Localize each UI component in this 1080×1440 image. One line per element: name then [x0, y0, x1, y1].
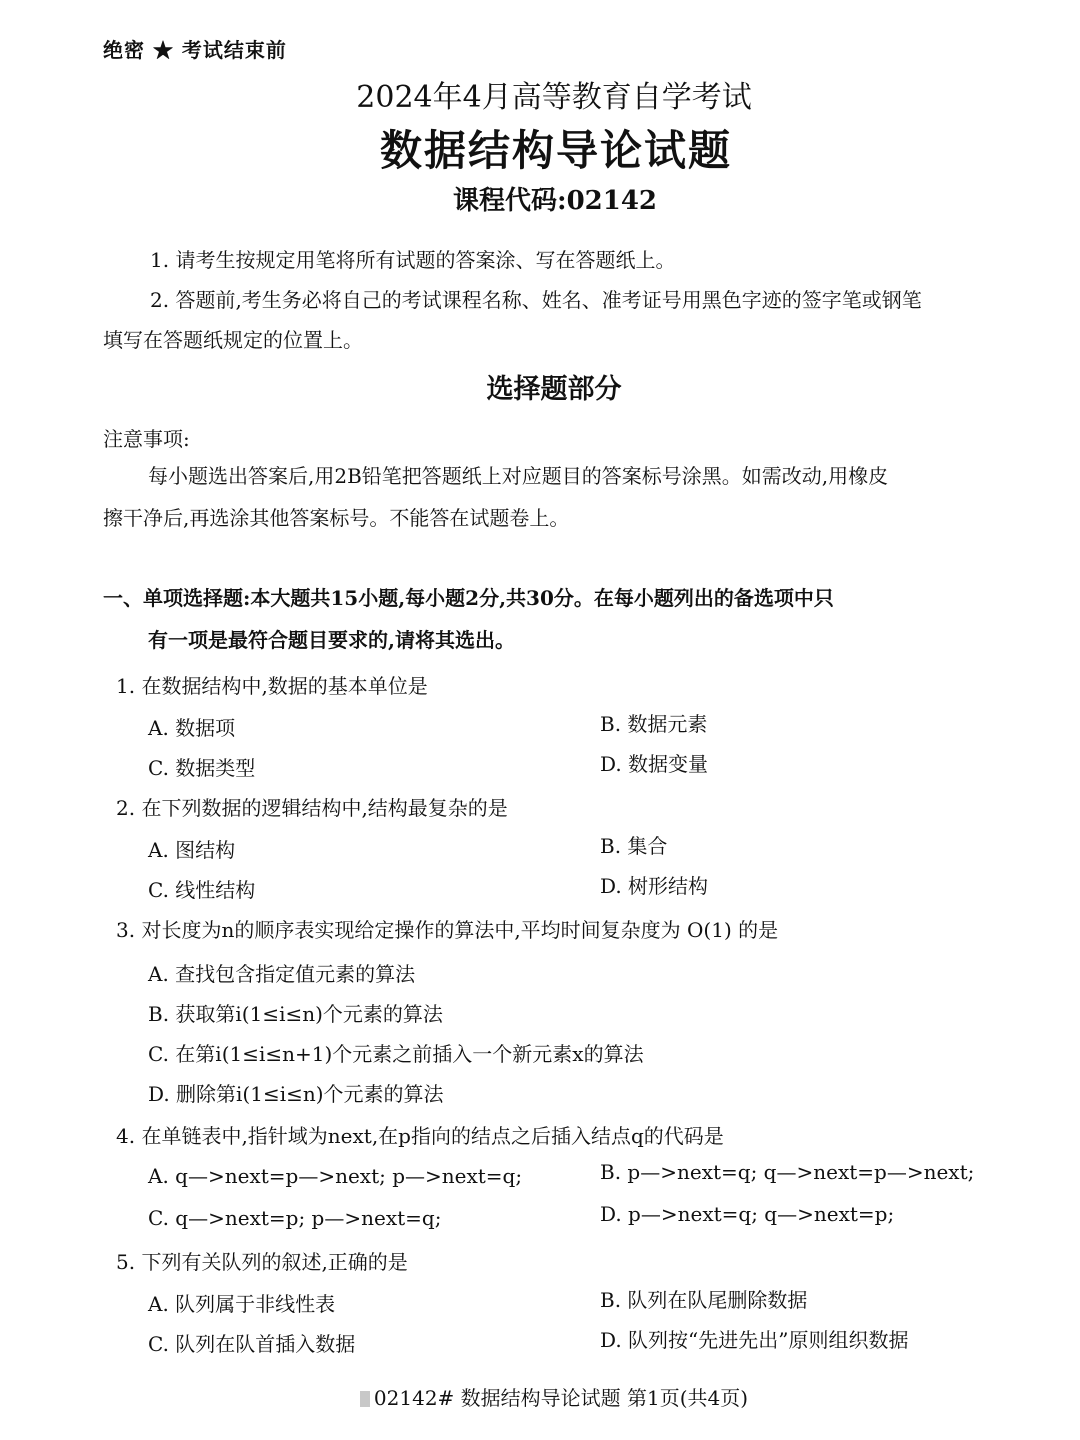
- notes-line1: 每小题选出答案后,用2B铅笔把答题纸上对应题目的答案标号涂黑。如需改动,用橡皮: [148, 464, 889, 488]
- question-1-option-d: D. 数据变量: [600, 752, 709, 776]
- question-2-option-a: A. 图结构: [148, 838, 236, 862]
- question-1-option-c: C. 数据类型: [148, 756, 256, 780]
- question-4-option-a: A. q—>next=p—>next; p—>next=q;: [148, 1164, 523, 1188]
- question-3-option-b: B. 获取第i(1≤i≤n)个元素的算法: [148, 1002, 443, 1026]
- question-1-stem: 1. 在数据结构中,数据的基本单位是: [116, 674, 428, 698]
- footer-text: 02142# 数据结构导论试题 第1页(共4页): [373, 1386, 749, 1410]
- question-3-stem: 3. 对长度为n的顺序表实现给定操作的算法中,平均时间复杂度为 O(1) 的是: [116, 918, 779, 942]
- instruction-1: 1. 请考生按规定用笔将所有试题的答案涂、写在答题纸上。: [150, 248, 676, 272]
- course-code: 课程代码:02142: [452, 186, 658, 216]
- section-heading: 选择题部分: [486, 374, 622, 405]
- scan-mark-icon: [360, 1391, 370, 1407]
- question-2-option-d: D. 树形结构: [600, 874, 709, 898]
- exam-title: 2024年4月高等教育自学考试: [356, 80, 752, 115]
- notes-line2: 擦干净后,再选涂其他答案标号。不能答在试题卷上。: [103, 506, 570, 530]
- question-5-option-c: C. 队列在队首插入数据: [148, 1332, 356, 1356]
- confidential-label: 绝密 ★ 考试结束前: [103, 38, 287, 62]
- question-1-option-b: B. 数据元素: [600, 712, 708, 736]
- question-1-option-a: A. 数据项: [148, 716, 236, 740]
- question-3-option-a: A. 查找包含指定值元素的算法: [148, 962, 416, 986]
- notes-label: 注意事项:: [103, 427, 190, 451]
- question-5-stem: 5. 下列有关队列的叙述,正确的是: [116, 1250, 408, 1274]
- question-3-option-c: C. 在第i(1≤i≤n+1)个元素之前插入一个新元素x的算法: [148, 1042, 644, 1066]
- part-heading-line2: 有一项是最符合题目要求的,请将其选出。: [148, 628, 515, 652]
- question-5-option-a: A. 队列属于非线性表: [148, 1292, 336, 1316]
- question-2-stem: 2. 在下列数据的逻辑结构中,结构最复杂的是: [116, 796, 508, 820]
- question-4-option-b: B. p—>next=q; q—>next=p—>next;: [600, 1160, 975, 1184]
- question-5-option-d: D. 队列按“先进先出”原则组织数据: [600, 1328, 909, 1352]
- subject-title: 数据结构导论试题: [379, 126, 732, 175]
- question-5-option-b: B. 队列在队尾删除数据: [600, 1288, 808, 1312]
- question-3-option-d: D. 删除第i(1≤i≤n)个元素的算法: [148, 1082, 444, 1106]
- part-heading-line1: 一、单项选择题:本大题共15小题,每小题2分,共30分。在每小题列出的备选项中只: [103, 586, 834, 610]
- question-2-option-b: B. 集合: [600, 834, 668, 858]
- question-2-option-c: C. 线性结构: [148, 878, 256, 902]
- question-4-stem: 4. 在单链表中,指针域为next,在p指向的结点之后插入结点q的代码是: [116, 1124, 724, 1148]
- instruction-2-line2: 填写在答题纸规定的位置上。: [103, 328, 363, 352]
- question-4-option-c: C. q—>next=p; p—>next=q;: [148, 1206, 442, 1230]
- question-4-option-d: D. p—>next=q; q—>next=p;: [600, 1202, 895, 1226]
- instruction-2-line1: 2. 答题前,考生务必将自己的考试课程名称、姓名、准考证号用黑色字迹的签字笔或钢笔: [150, 288, 922, 312]
- page-footer: [0, 1382, 1080, 1411]
